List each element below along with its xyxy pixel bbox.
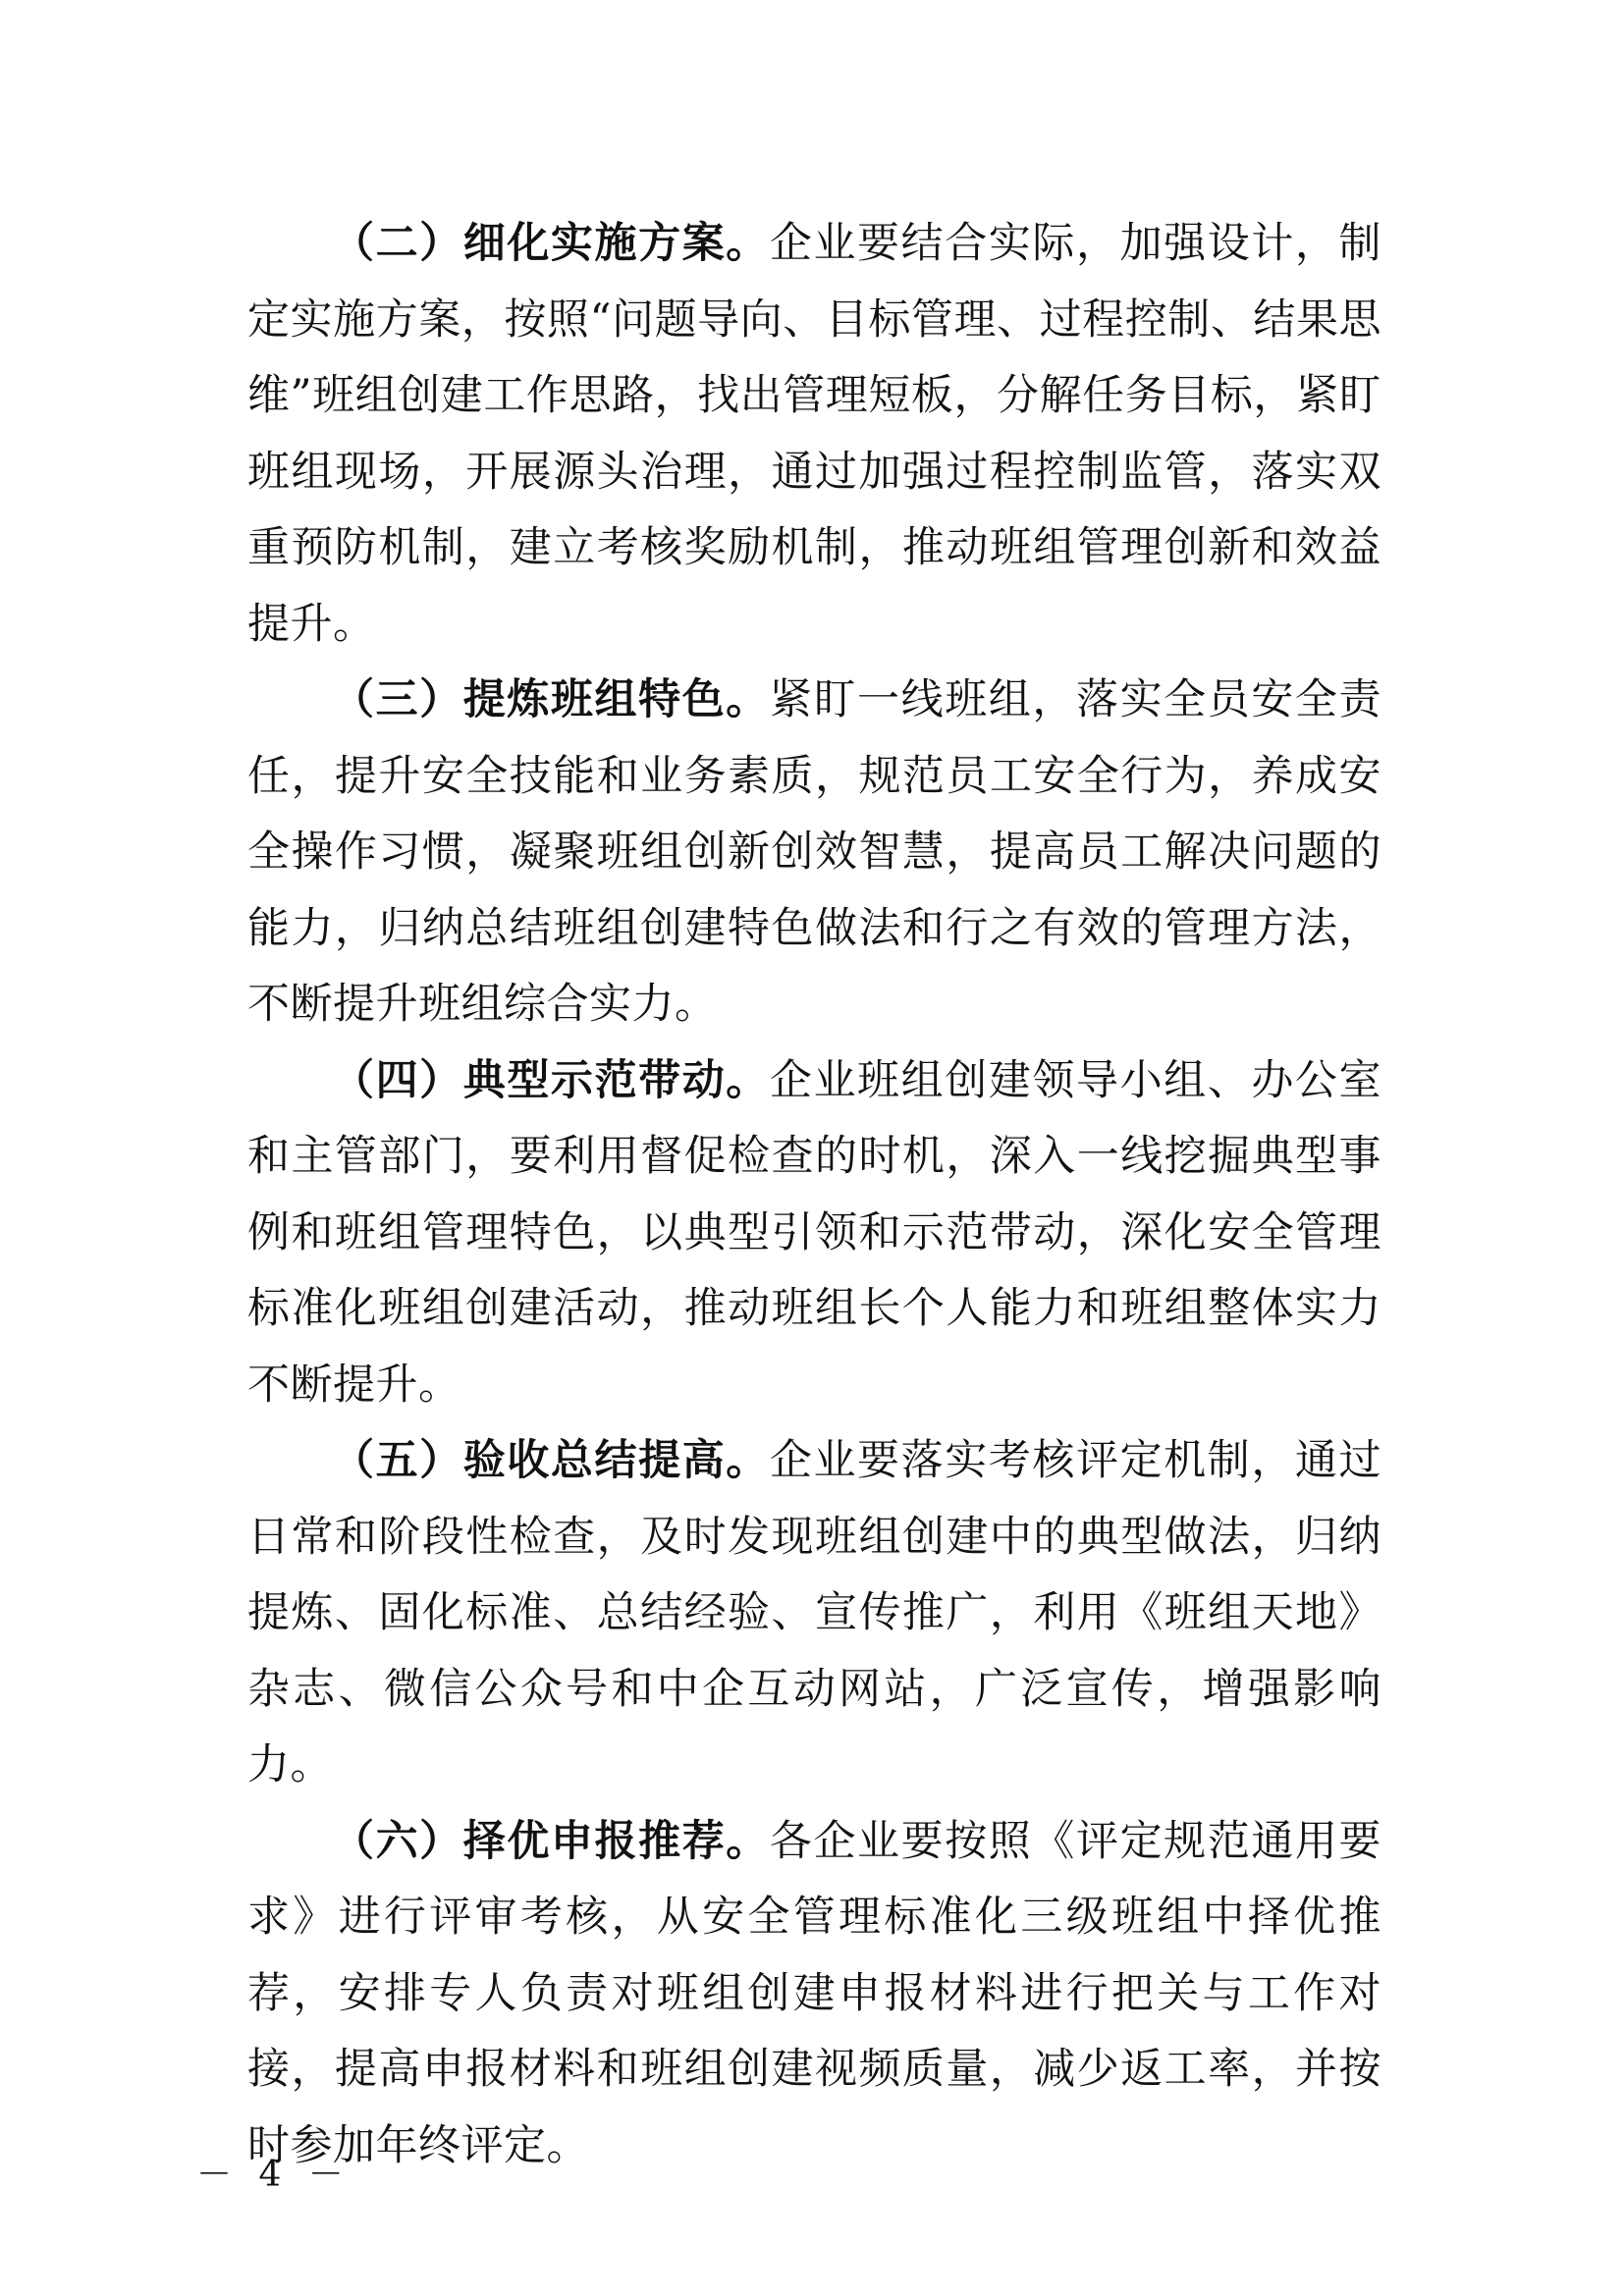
paragraph-6	[247, 1804, 1381, 2185]
paragraph-heading: （四）典型示范带动。	[332, 1055, 770, 1105]
paragraph-body: 企业班组创建领导小组、办公室和主管部门，要利用督促检查的时机，深入一线挖掘典型事例和班组管理特色，以典型引领和示范带动，深化安全管理标准化班组创建活动，推动班组长个人能力和班组整体实力不断提升。	[247, 1055, 1382, 1410]
paragraph-body: 各企业要按照《评定规范通用要求》进行评审考核，从安全管理标准化三级班组中择优推荐，安排专人负责对班组创建申报材料进行把关与工作对接，提高申报材料和班组创建视频质量，减少返工率，并按时参加年终评定。	[247, 1816, 1382, 2170]
paragraph-2	[247, 206, 1381, 663]
paragraph-heading: （六）择优申报推荐。	[332, 1816, 770, 1866]
paragraph-body: 紧盯一线班组，落实全员安全责任，提升安全技能和业务素质，规范员工安全行为，养成安全操作习惯，凝聚班组创新创效智慧，提高员工解决问题的能力，归纳总结班组创建特色做法和行之有效的管理方法，不断提升班组综合实力。	[247, 675, 1382, 1029]
paragraph-body: 企业要落实考核评定机制，通过日常和阶段性检查，及时发现班组创建中的典型做法，归纳提炼、固化标准、总结经验、宣传推广，利用《班组天地》杂志、微信公众号和中企互动网站，广泛宣传，增强影响力。	[247, 1436, 1382, 1789]
paragraph-3	[247, 663, 1381, 1043]
paragraph-body: 企业要结合实际，加强设计，制定实施方案，按照“问题导向、目标管理、过程控制、结果思维”班组创建工作思路，找出管理短板，分解任务目标，紧盯班组现场，开展源头治理，通过加强过程控制监管，落实双重预防机制，建立考核奖励机制，推动班组管理创新和效益提升。	[247, 219, 1382, 649]
paragraph-heading: （二）细化实施方案。	[332, 219, 770, 268]
paragraph-heading: （五）验收总结提高。	[332, 1436, 770, 1485]
paragraph-4	[247, 1043, 1381, 1424]
document-body	[247, 206, 1381, 2184]
paragraph-heading: （三）提炼班组特色。	[332, 675, 770, 724]
paragraph-5	[247, 1423, 1381, 1804]
page-number: － 4 －	[196, 2155, 352, 2195]
